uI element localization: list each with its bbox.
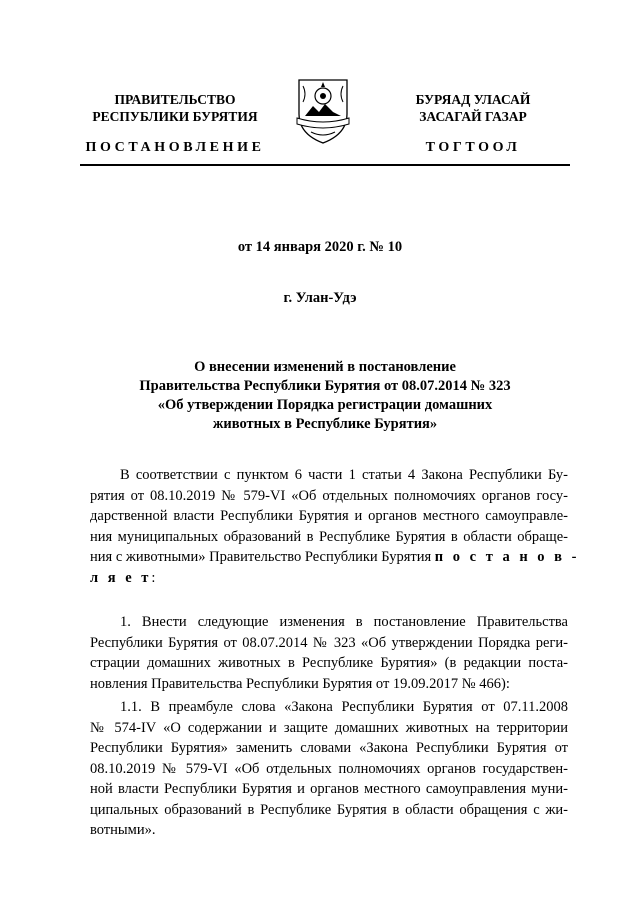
- paragraph-line: ципальных образований в Республике Бурятия в области обращения с жи-: [90, 801, 568, 818]
- clause-1-paragraph: [90, 612, 568, 694]
- clause-1-1-paragraph: [90, 697, 568, 841]
- paragraph-line: 1. Внести следующие изменения в постановление Правительства: [120, 614, 568, 630]
- government-name-ru: [80, 91, 270, 125]
- paragraph-line: новления Правительства Республики Бурятия от 19.09.2017 № 466):: [90, 675, 510, 692]
- title-line: О внесении изменений в постановление: [194, 359, 456, 375]
- government-name-bua: [378, 91, 568, 125]
- decree-city: г. Улан-Удэ: [283, 290, 357, 306]
- decree-date-number: от 14 января 2020 г. № 10: [237, 239, 403, 255]
- paragraph-line: В соответствии с пунктом 6 части 1 статьи 4 Закона Республики Бу-: [120, 467, 568, 483]
- title-line: «Об утверждении Порядка регистрации домашних: [157, 397, 493, 413]
- paragraph-line: [90, 568, 568, 589]
- government-name-ru-line: ПРАВИТЕЛЬСТВО: [114, 92, 236, 107]
- resolves-word: п о с т а н о в -: [434, 549, 580, 565]
- paragraph-line: страции домашних животных в Республике Бурятия» (в редакции поста-: [90, 655, 568, 671]
- paragraph-line: ной власти Республики Бурятия и органов местного самоуправления муни-: [90, 781, 568, 797]
- coat-of-arms-icon: [293, 74, 353, 146]
- paragraph-line: вотными».: [90, 822, 156, 838]
- paragraph-line: № 574-IV «О содержании и защите домашних животных на территории: [90, 719, 568, 736]
- government-name-bua-line: БУРЯАД УЛАСАЙ: [415, 92, 531, 107]
- paragraph-line: рятия от 08.10.2019 № 579-VI «Об отдельных полномочиях органов госу-: [90, 487, 568, 504]
- decree-title: [90, 358, 560, 434]
- title-line: Правительства Республики Бурятия от 08.07.2014 № 323: [139, 378, 511, 394]
- paragraph-line: [90, 547, 580, 568]
- paragraph-line: 08.10.2019 № 579-VI «Об отдельных полномочиях органов государствен-: [90, 760, 568, 777]
- government-name-ru-line: РЕСПУБЛИКИ БУРЯТИЯ: [92, 109, 258, 124]
- doc-type-ru: ПОСТАНОВЛЕНИЕ: [85, 140, 265, 155]
- paragraph-line: Республики Бурятия» заменить словами «Закона Республики Бурятия от: [90, 740, 568, 756]
- paragraph-text: ния с животными» Правительство Республики Бурятия: [90, 549, 435, 565]
- doc-type-bua: ТОГТООЛ: [425, 140, 521, 155]
- resolves-word: л я е т: [90, 569, 152, 586]
- title-line: животных в Республике Бурятия»: [212, 416, 438, 432]
- header-divider: [80, 164, 570, 166]
- paragraph-line: 1.1. В преамбуле слова «Закона Республики Бурятия от 07.11.2008: [120, 699, 568, 715]
- paragraph-line: дарственной власти Республики Бурятия и органов местного самоуправле-: [90, 508, 568, 524]
- paragraph-line: Республики Бурятия от 08.07.2014 № 323 «Об утверждении Порядка реги-: [90, 634, 568, 651]
- preamble-paragraph: [90, 465, 580, 588]
- government-name-bua-line: ЗАСАГАЙ ГАЗАР: [419, 109, 527, 124]
- paragraph-line: ния муниципальных образований в Республике Бурятия в области обраще-: [90, 528, 568, 545]
- paragraph-text: :: [151, 569, 156, 586]
